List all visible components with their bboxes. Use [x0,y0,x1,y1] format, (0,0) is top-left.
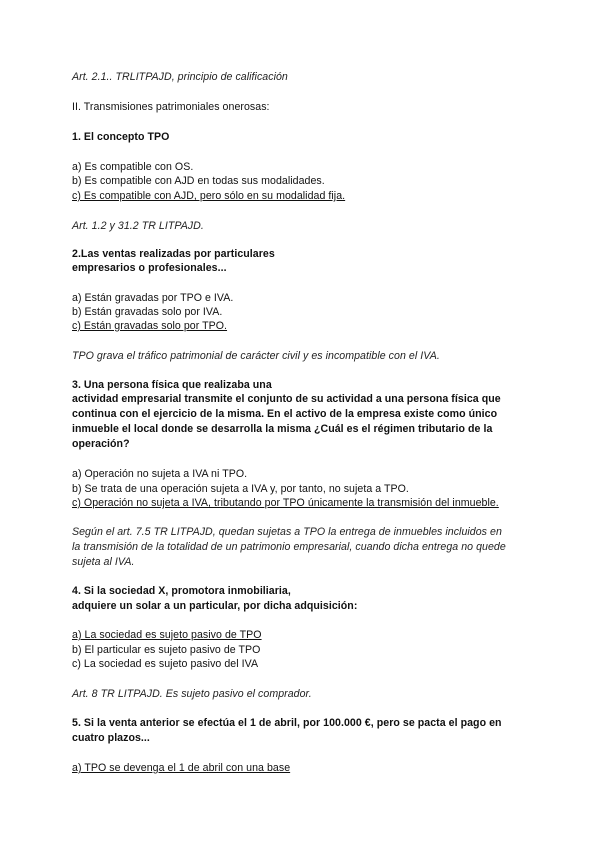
question-4-option-a-correct: a) La sociedad es sujeto pasivo de TPO [72,629,262,641]
question-3-explanation-line-3: sujeta al IVA. [72,556,135,568]
question-5-option-a-correct: a) TPO se devenga el 1 de abril con una base [72,762,291,774]
question-2-title-line-2: empresarios o profesionales... [72,262,227,274]
question-3-option-b: b) Se trata de una operación sujeta a IVA y, por tanto, no sujeta a TPO. [72,483,409,495]
question-3-option-a: a) Operación no sujeta a IVA ni TPO. [72,468,248,480]
question-1-option-c-correct: c) Es compatible con AJD, pero sólo en su modalidad fija. [72,190,346,202]
question-1-title: 1. El concepto TPO [72,131,170,143]
question-2-option-c-correct: c) Están gravadas solo por TPO. [72,320,228,332]
question-2-option-a: a) Están gravadas por TPO e IVA. [72,292,234,304]
question-3-title-line-1: 3. Una persona física que realizaba una [72,379,272,391]
question-2-option-b: b) Están gravadas solo por IVA. [72,306,223,318]
question-3-title-line-5: operación? [72,438,130,450]
question-4-explanation: Art. 8 TR LITPAJD. Es sujeto pasivo el comprador. [72,688,312,700]
section-heading: II. Transmisiones patrimoniales onerosas: [72,101,270,113]
question-3-title-line-2: actividad empresarial transmite el conjunto de su actividad a una persona física que [72,393,501,405]
question-2-explanation: TPO grava el tráfico patrimonial de carácter civil y es incompatible con el IVA. [72,350,440,362]
question-5-title-line-2: cuatro plazos... [72,732,150,744]
question-1-option-b: b) Es compatible con AJD en todas sus modalidades. [72,175,325,187]
question-4-option-c: c) La sociedad es sujeto pasivo del IVA [72,658,259,670]
question-3-explanation-line-2: la transmisión de la totalidad de un patrimonio empresarial, cuando dicha entrega no quede [72,541,506,553]
question-4-title-line-2: adquiere un solar a un particular, por dicha adquisición: [72,600,358,612]
question-4-option-b: b) El particular es sujeto pasivo de TPO [72,644,261,656]
question-4-title-line-1: 4. Si la sociedad X, promotora inmobiliaria, [72,585,291,597]
question-1-explanation: Art. 1.2 y 31.2 TR LITPAJD. [72,220,204,232]
question-1-option-a: a) Es compatible con OS. [72,161,194,173]
question-3-title-line-3: continua con el ejercicio de la misma. En el activo de la empresa existe como único [72,408,498,420]
legal-reference: Art. 2.1.. TRLITPAJD, principio de calificación [72,71,288,83]
question-5-title-line-1: 5. Si la venta anterior se efectúa el 1 de abril, por 100.000 €, pero se pacta el pago en [72,717,502,729]
question-3-explanation-line-1: Según el art. 7.5 TR LITPAJD, quedan sujetas a TPO la entrega de inmuebles incluidos en [72,526,502,538]
question-3-option-c-correct: c) Operación no sujeta a IVA, tributando por TPO únicamente la transmisión del inmueble. [72,497,499,509]
question-3-title-line-4: inmueble el local donde se desarrolla la misma ¿Cuál es el régimen tributario de la [72,423,493,435]
question-2-title-line-1: 2.Las ventas realizadas por particulares [72,248,275,260]
